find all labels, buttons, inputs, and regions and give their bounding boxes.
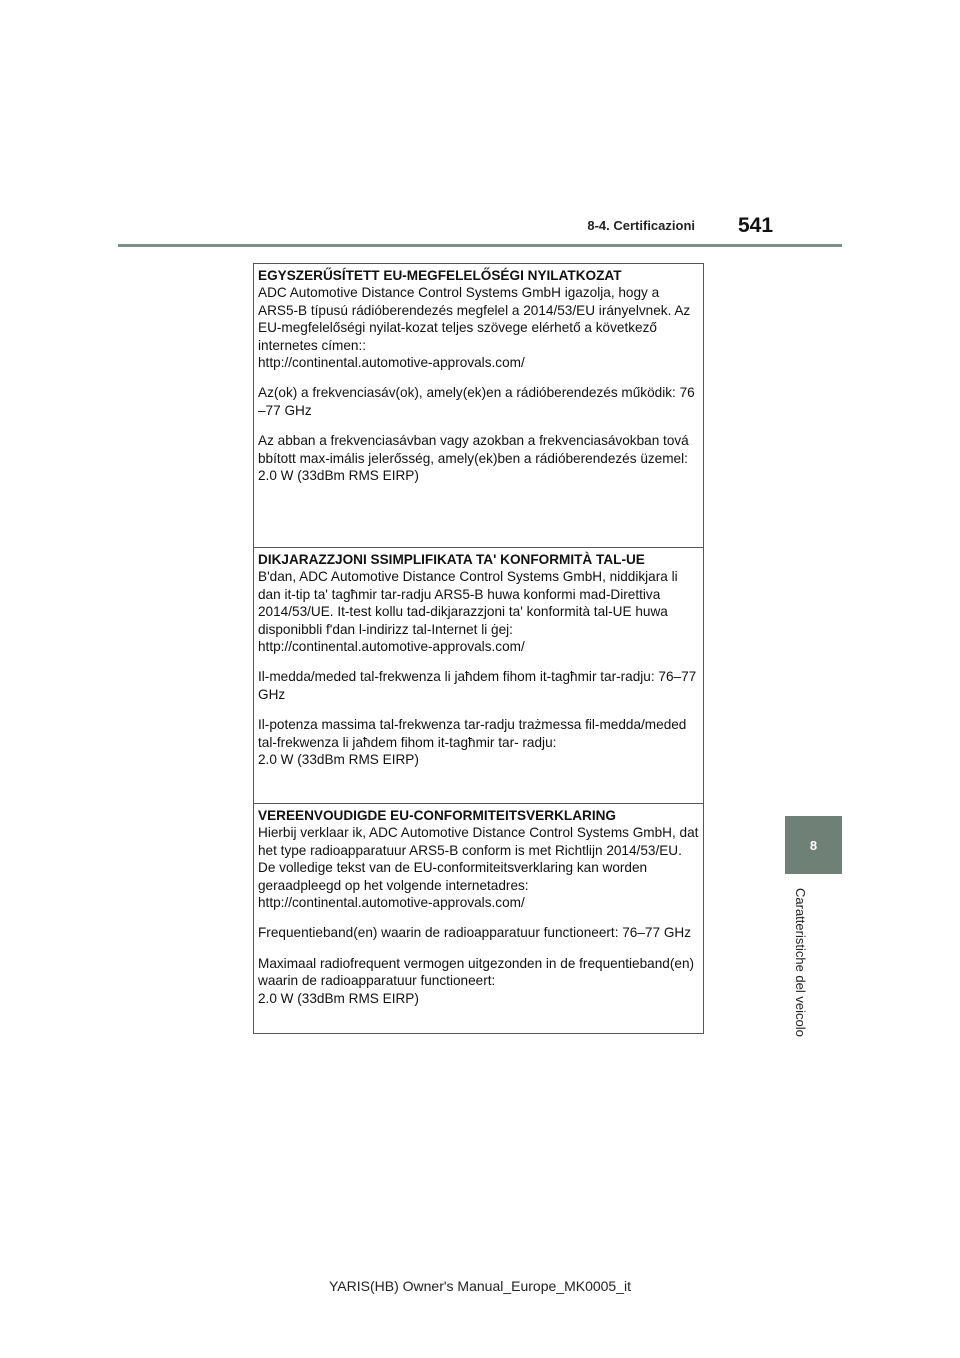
declaration-url: http://continental.automotive-approvals.com/ (258, 355, 525, 371)
max-power: Il-potenza massima tal-frekwenza tar-radju trażmessa fil-medda/meded tal-frekwenza li jaħdem fihom it-tagħmir tar- radju: (258, 717, 687, 750)
declaration-body: B'dan, ADC Automotive Distance Control Systems GmbH, niddikjara li dan it-tip ta' tagħmir tar-radju ARS5-B huwa konformi mad-Direttiva 2014/53/UE. It-test kollu tad-dikjarazzjoni ta' konformità tal-UE huwa disponibbli f'dan l-indirizz tal-Internet li ġej: (258, 569, 678, 637)
declaration-title: VEREENVOUDIGDE EU-CONFORMITEITSVERKLARING (258, 808, 616, 823)
frequency-band: Az(ok) a frekvenciasáv(ok), amely(ek)en a rádióberendezés működik: 76 –77 GHz (258, 385, 695, 418)
header-divider (118, 244, 842, 247)
declaration-body: Hierbij verklaar ik, ADC Automotive Distance Control Systems GmbH, dat het type radioapparatuur ARS5-B conform is met Richtlijn 2014/53/EU. De volledige tekst van de EU-conformiteitsverklaring kan worden geraadpleegd op het volgende internetadres: (258, 825, 699, 893)
chapter-title: Caratteristiche del veicolo (793, 888, 808, 1037)
max-power: Az abban a frekvenciasávban vagy azokban a frekvenciasávokban tová bbított max-imális jelerősség, amely(ek)ben a rádióberendezés üzemel: (258, 433, 689, 466)
declaration-maltese (254, 547, 703, 803)
declaration-title: DIKJARAZZJONI SSIMPLIFIKATA TA' KONFORMITÀ TAL-UE (258, 552, 645, 567)
chapter-tab (785, 816, 842, 874)
declaration-url: http://continental.automotive-approvals.com/ (258, 895, 525, 911)
declaration-body: ADC Automotive Distance Control Systems GmbH igazolja, hogy a ARS5-B típusú rádióberendezés megfelel a 2014/53/EU irányelvnek. Az EU-megfelelőségi nyilat-kozat teljes szövege elérhető a következő internetes címen:: (258, 285, 691, 353)
page-number: 541 (738, 214, 774, 237)
declaration-title: EGYSZERŰSÍTETT EU-MEGFELELŐSÉGI NYILATKOZAT (258, 268, 622, 283)
frequency-band: Frequentieband(en) waarin de radioapparatuur functioneert: 76–77 GHz (258, 925, 692, 941)
max-power: Maximaal radiofrequent vermogen uitgezonden in de frequentieband(en) waarin de radioapparatuur functioneert: (258, 955, 695, 989)
declaration-url: http://continental.automotive-approvals.com/ (258, 639, 525, 655)
max-power-value: 2.0 W (33dBm RMS EIRP) (258, 752, 419, 768)
max-power-value: 2.0 W (33dBm RMS EIRP) (258, 468, 419, 484)
frequency-band: Il-medda/meded tal-frekwenza li jaħdem fihom it-tagħmir tar-radju: 76–77 GHz (258, 669, 697, 702)
max-power-value: 2.0 W (33dBm RMS EIRP) (258, 990, 419, 1006)
declaration-hungarian (254, 264, 703, 547)
declaration-dutch (254, 803, 703, 1033)
section-title: 8-4. Certificazioni (587, 218, 695, 233)
chapter-number: 8 (809, 837, 818, 853)
declaration-box (253, 263, 704, 1034)
footer-manual-id: YARIS(HB) Owner's Manual_Europe_MK0005_it (329, 1278, 631, 1294)
